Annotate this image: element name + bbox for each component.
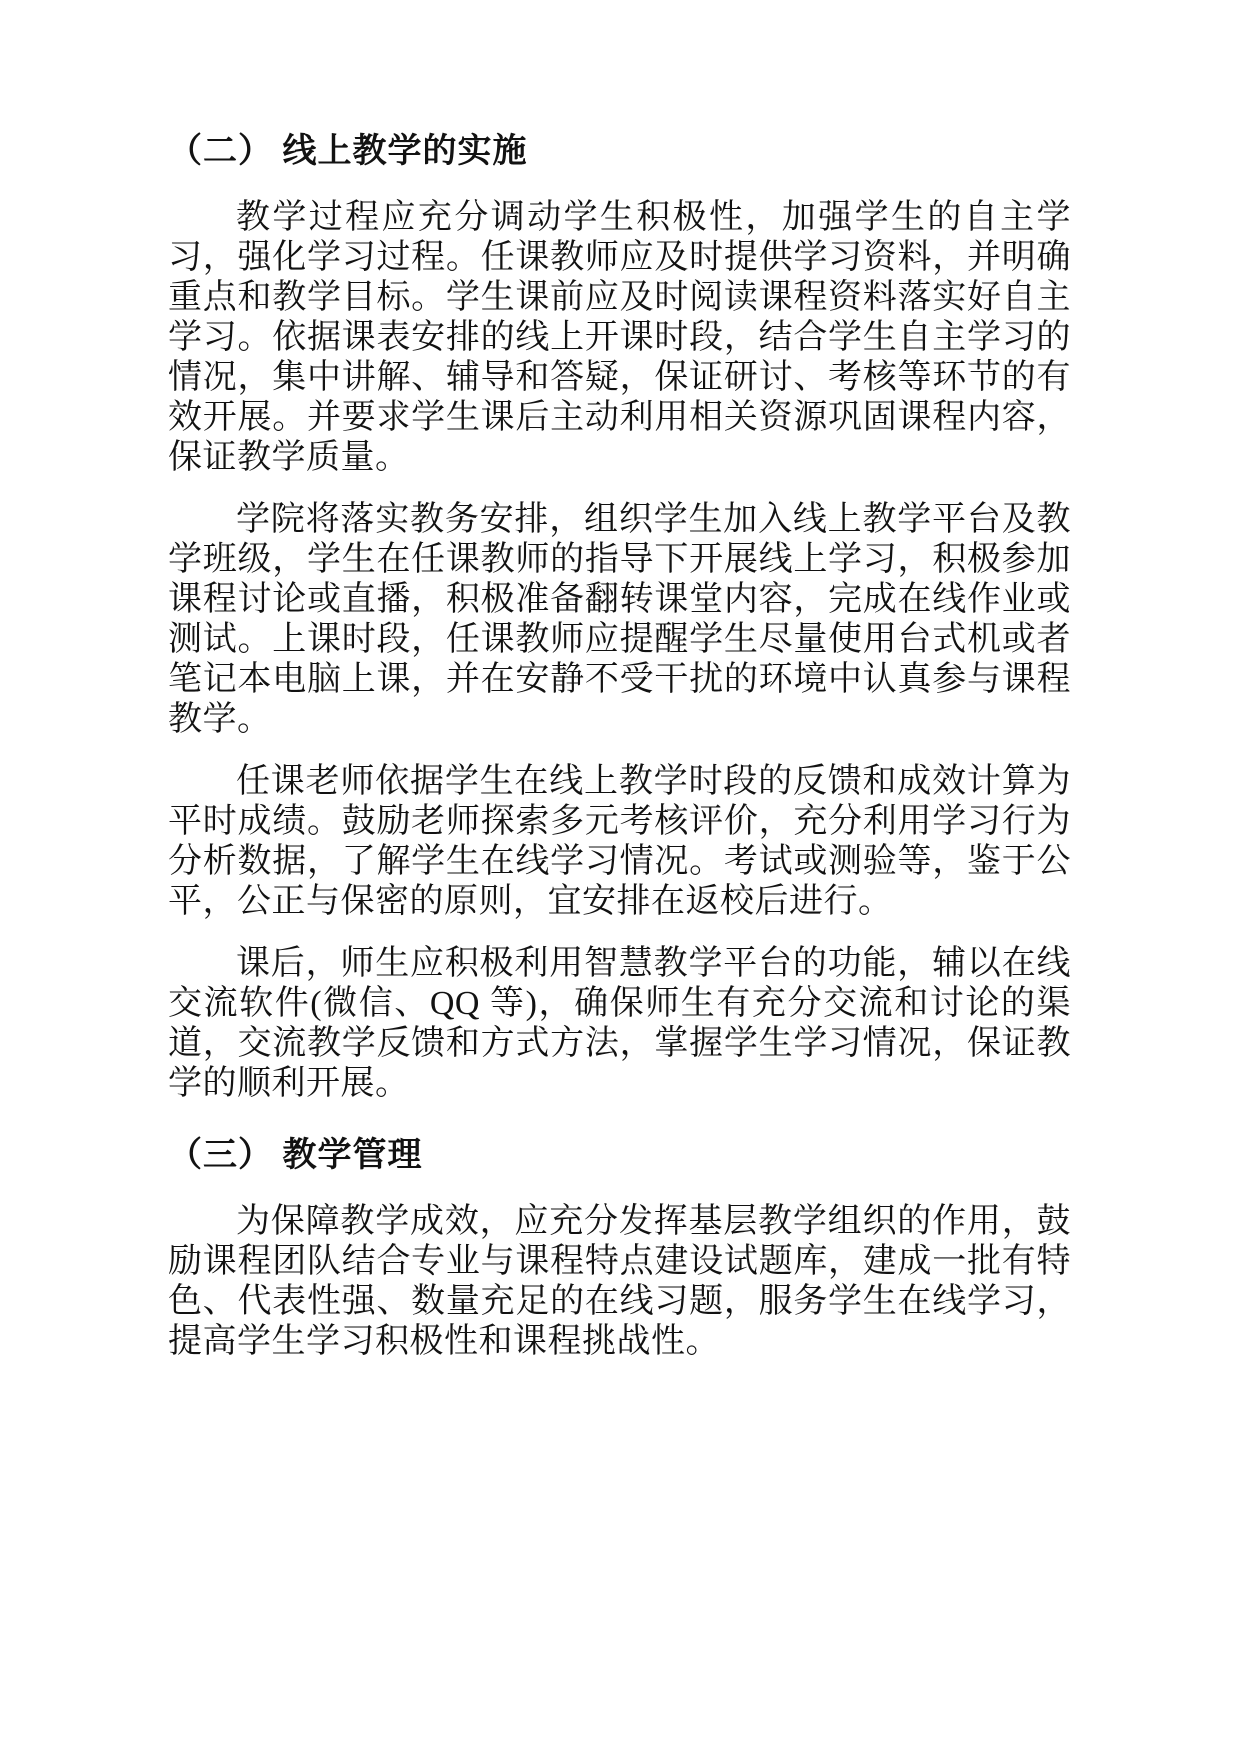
paragraph-question-bank: 为保障教学成效，应充分发挥基层教学组织的作用，鼓励课程团队结合专业与课程特点建设试题库，建成一批有特色、代表性强、数量充足的在线习题，服务学生在线学习，提高学生学习积极性和课程挑战性。 <box>168 1203 1071 1360</box>
paragraph-college-arrangement: 学院将落实教务安排，组织学生加入线上教学平台及教学班级，学生在任课教师的指导下开展线上学习，积极参加课程讨论或直播，积极准备翻转课堂内容，完成在线作业或测试。上课时段，任课教师应提醒学生尽量使用台式机或者笔记本电脑上课，并在安静不受干扰的环境中认真参与课程教学。 <box>168 501 1071 738</box>
section-heading-teaching-management: （三） 教学管理 <box>168 1137 423 1174</box>
paragraph-teaching-process: 教学过程应充分调动学生积极性，加强学生的自主学习，强化学习过程。任课教师应及时提供学习资料，并明确重点和教学目标。学生课前应及时阅读课程资料落实好自主学习。依据课表安排的线上开课时段，结合学生自主学习的情况，集中讲解、辅导和答疑，保证研讨、考核等环节的有效开展。并要求学生课后主动利用相关资源巩固课程内容，保证教学质量。 <box>168 199 1071 476</box>
paragraph-after-class-communication: 课后，师生应积极利用智慧教学平台的功能，辅以在线交流软件(微信、QQ 等)，确保师生有充分交流和讨论的渠道，交流教学反馈和方式方法，掌握学生学习情况，保证教学的顺利开展。 <box>168 945 1071 1102</box>
paragraph-assessment-grading: 任课老师依据学生在线上教学时段的反馈和成效计算为平时成绩。鼓励老师探索多元考核评价，充分利用学习行为分析数据，了解学生在线学习情况。考试或测验等，鉴于公平，公正与保密的原则，宜安排在返校后进行。 <box>168 763 1071 920</box>
section-heading-online-teaching-implementation: （二） 线上教学的实施 <box>168 133 528 170</box>
